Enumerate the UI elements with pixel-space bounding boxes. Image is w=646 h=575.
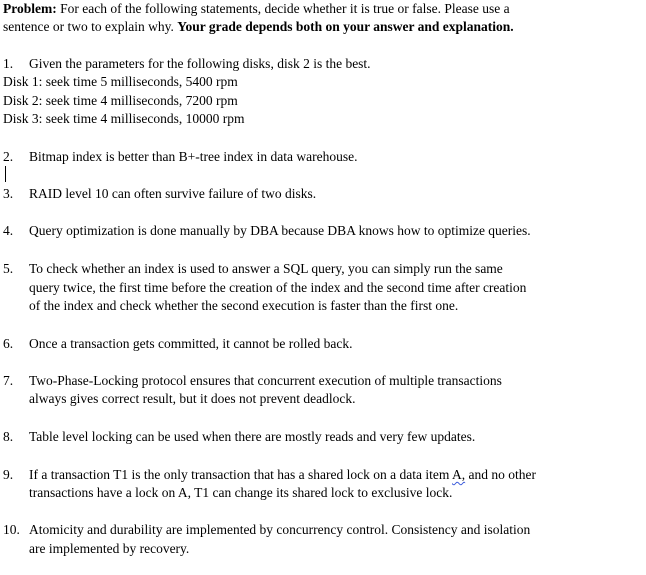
question-number: 6.: [3, 336, 14, 351]
problem-intro-line-1: [3, 0, 510, 18]
spellcheck-flagged-word: A,: [452, 467, 466, 482]
question-number: 2.: [3, 149, 14, 164]
question-text: To check whether an index is used to answer a SQL query, you can simply run the same: [29, 261, 503, 276]
question-text: Query optimization is done manually by DBA because DBA knows how to optimize queries.: [29, 223, 531, 238]
question-number: 4.: [3, 223, 14, 238]
question-10: [3, 521, 530, 539]
question-text: Given the parameters for the following disks, disk 2 is the best.: [29, 56, 371, 71]
question-3: [3, 185, 316, 203]
question-9: [3, 466, 536, 484]
question-text: Atomicity and durability are implemented by concurrency control. Consistency and isolation: [29, 522, 531, 537]
question-2: [3, 148, 358, 166]
question-text: RAID level 10 can often survive failure of two disks.: [29, 186, 317, 201]
question-text: Table level locking can be used when there are mostly reads and very few updates.: [29, 429, 476, 444]
question-text: If a transaction T1 is the only transaction that has a shared lock on a data item: [29, 467, 452, 482]
question-5-line-3: of the index and check whether the second execution is faster than the first one.: [29, 298, 459, 313]
problem-intro-text-2: sentence or two to explain why.: [3, 19, 178, 34]
question-text: Bitmap index is better than B+-tree index in data warehouse.: [29, 149, 358, 164]
question-number: 8.: [3, 429, 14, 444]
question-text: Once a transaction gets committed, it cannot be rolled back.: [29, 336, 353, 351]
question-5: [3, 260, 503, 278]
question-10-line-2: are implemented by recovery.: [29, 541, 190, 556]
question-5-line-2: query twice, the first time before the creation of the index and the second time after creation: [29, 280, 527, 295]
question-9-line-2: transactions have a lock on A, T1 can change its shared lock to exclusive lock.: [29, 485, 453, 500]
question-7-line-2: always gives correct result, but it does not prevent deadlock.: [29, 391, 356, 406]
question-number: 9.: [3, 467, 14, 482]
disk-3-spec: Disk 3: seek time 4 milliseconds, 10000 rpm: [3, 111, 245, 126]
question-number: 10.: [3, 522, 20, 537]
question-4: [3, 222, 531, 240]
question-7: [3, 372, 502, 390]
question-number: 7.: [3, 373, 14, 388]
question-8: [3, 428, 475, 446]
grading-note: Your grade depends both on your answer and explanation.: [177, 19, 514, 34]
problem-label: Problem:: [3, 1, 57, 16]
question-1: [3, 55, 371, 73]
question-number: 3.: [3, 186, 14, 201]
text-cursor: [5, 166, 6, 182]
problem-intro-line-2: [3, 18, 514, 36]
question-text-end: and no other: [465, 467, 536, 482]
disk-1-spec: Disk 1: seek time 5 milliseconds, 5400 rpm: [3, 74, 238, 89]
question-number: 5.: [3, 261, 14, 276]
problem-intro-text: For each of the following statements, decide whether it is true or false. Please use a: [60, 1, 510, 16]
disk-2-spec: Disk 2: seek time 4 milliseconds, 7200 rpm: [3, 93, 238, 108]
question-number: 1.: [3, 56, 14, 71]
question-text: Two-Phase-Locking protocol ensures that concurrent execution of multiple transactions: [29, 373, 502, 388]
question-6: [3, 335, 353, 353]
